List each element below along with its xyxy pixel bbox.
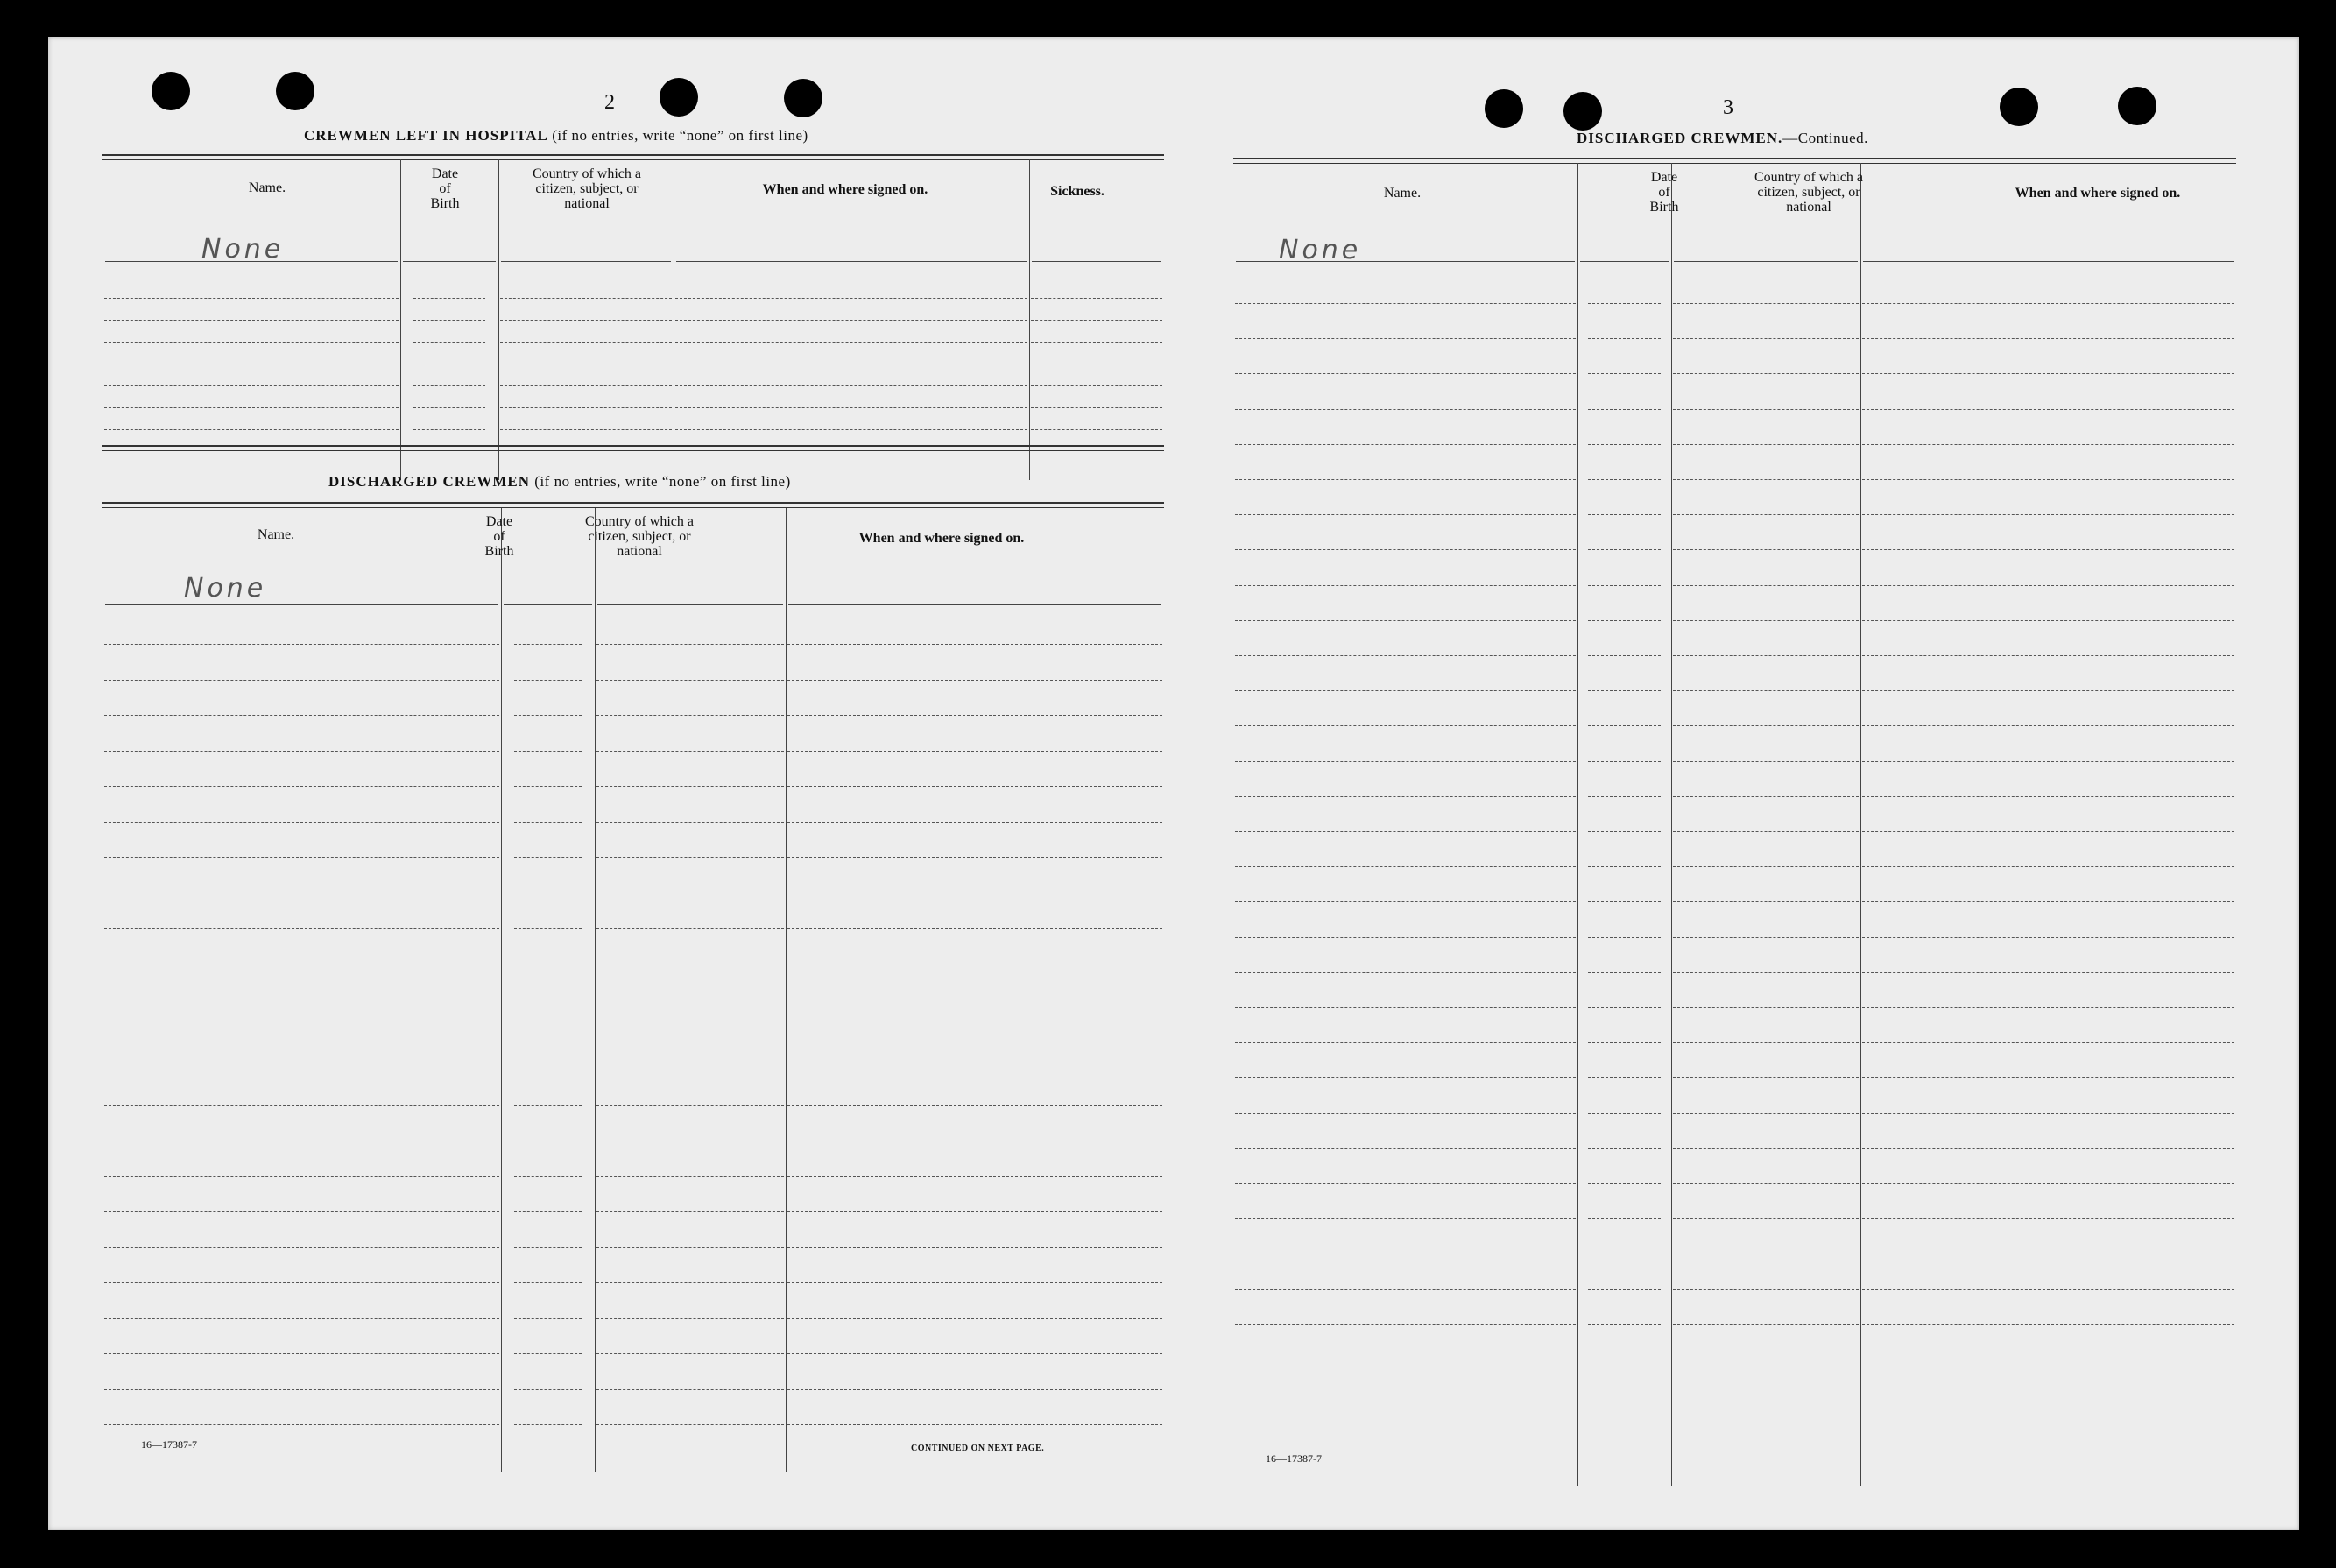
entry-line[interactable] bbox=[1235, 514, 1576, 515]
entry-line[interactable] bbox=[514, 928, 582, 929]
dob-line: of bbox=[493, 529, 505, 544]
entry-line[interactable] bbox=[1862, 373, 2234, 374]
entry-line[interactable] bbox=[1862, 1077, 2234, 1078]
entry-line[interactable] bbox=[1031, 342, 1162, 343]
entry-line[interactable] bbox=[1673, 1183, 1859, 1184]
entry-line[interactable] bbox=[1673, 1042, 1859, 1043]
entry-line[interactable] bbox=[596, 644, 784, 645]
entry-line[interactable] bbox=[596, 1282, 784, 1283]
discharged-title-note: (if no entries, write “none” on first line) bbox=[534, 473, 791, 490]
entry-line[interactable] bbox=[1862, 585, 2234, 586]
entry-line[interactable] bbox=[514, 1318, 582, 1319]
entry-line[interactable] bbox=[1673, 444, 1859, 445]
entry-line[interactable] bbox=[596, 857, 784, 858]
dob-line: Date bbox=[431, 166, 459, 181]
entry-line[interactable] bbox=[1862, 655, 2234, 656]
entry-line[interactable] bbox=[413, 385, 485, 386]
entry-line[interactable] bbox=[1588, 937, 1661, 938]
entry-line[interactable] bbox=[1862, 444, 2234, 445]
entry-line[interactable] bbox=[787, 786, 1162, 787]
entry-line[interactable] bbox=[787, 928, 1162, 929]
entry-line[interactable] bbox=[1673, 549, 1859, 550]
entry-line[interactable] bbox=[1673, 585, 1859, 586]
entry-line[interactable] bbox=[1862, 725, 2234, 726]
entry-line[interactable] bbox=[787, 1176, 1162, 1177]
entry-line[interactable] bbox=[596, 786, 784, 787]
col-header-name: Name. bbox=[1383, 186, 1422, 201]
entry-line[interactable] bbox=[1235, 1007, 1576, 1008]
entry-line[interactable] bbox=[1588, 444, 1661, 445]
entry-line[interactable] bbox=[1235, 1218, 1576, 1219]
entry-line[interactable] bbox=[104, 928, 499, 929]
entry-line[interactable] bbox=[104, 407, 399, 408]
column-divider bbox=[400, 159, 401, 480]
col-header-country bbox=[495, 166, 679, 211]
entry-line[interactable] bbox=[787, 1353, 1162, 1354]
entry-line[interactable] bbox=[596, 1211, 784, 1212]
entry-line[interactable] bbox=[413, 342, 485, 343]
entry-line[interactable] bbox=[104, 680, 499, 681]
entry-line[interactable] bbox=[1235, 620, 1576, 621]
entry-line[interactable] bbox=[104, 1105, 499, 1106]
entry-line[interactable] bbox=[1235, 725, 1576, 726]
entry-line[interactable] bbox=[1235, 1113, 1576, 1114]
dob-line: Birth bbox=[484, 544, 514, 559]
entry-line[interactable] bbox=[1031, 385, 1162, 386]
entry-line[interactable] bbox=[1588, 761, 1661, 762]
discharged-title-text: DISCHARGED CREWMEN bbox=[328, 473, 531, 490]
entry-line[interactable] bbox=[596, 1353, 784, 1354]
entry-line[interactable] bbox=[1235, 901, 1576, 902]
table-top-rule bbox=[102, 502, 1164, 508]
entry-line[interactable] bbox=[1673, 690, 1859, 691]
entry-line[interactable] bbox=[500, 342, 672, 343]
entry-line[interactable] bbox=[1588, 866, 1661, 867]
entry-line[interactable] bbox=[787, 1389, 1162, 1390]
entry-line[interactable] bbox=[787, 1247, 1162, 1248]
column-divider bbox=[786, 508, 787, 1472]
dob-line: of bbox=[439, 181, 451, 196]
header-rule bbox=[501, 261, 671, 262]
hospital-title-text: CREWMEN LEFT IN HOSPITAL bbox=[304, 127, 547, 144]
country-line: Country of which a bbox=[1754, 170, 1863, 185]
entry-line[interactable] bbox=[1235, 444, 1576, 445]
manifest-paper bbox=[48, 37, 2299, 1530]
entry-line[interactable] bbox=[1235, 303, 1576, 304]
entry-line[interactable] bbox=[1235, 1324, 1576, 1325]
entry-line[interactable] bbox=[596, 680, 784, 681]
discharged-table bbox=[102, 508, 1164, 1472]
hospital-section-title bbox=[304, 127, 808, 145]
entry-line[interactable] bbox=[787, 857, 1162, 858]
header-rule bbox=[1674, 261, 1858, 262]
entry-line[interactable] bbox=[514, 680, 582, 681]
entry-line[interactable] bbox=[500, 429, 672, 430]
continued-note: CONTINUED ON NEXT PAGE. bbox=[911, 1444, 1045, 1453]
entry-line[interactable] bbox=[1235, 831, 1576, 832]
header-rule bbox=[1580, 261, 1669, 262]
dob-line: Date bbox=[1650, 170, 1678, 185]
column-divider bbox=[1577, 163, 1578, 1486]
entry-line[interactable] bbox=[514, 1424, 582, 1425]
entry-line[interactable] bbox=[104, 822, 499, 823]
discharged-entry-name: None bbox=[184, 573, 267, 604]
entry-line[interactable] bbox=[1235, 373, 1576, 374]
entry-line[interactable] bbox=[104, 1353, 499, 1354]
header-rule bbox=[788, 604, 1161, 605]
entry-line[interactable] bbox=[1862, 1007, 2234, 1008]
entry-line[interactable] bbox=[1588, 338, 1661, 339]
entry-line[interactable] bbox=[1235, 972, 1576, 973]
col-header-name: Name. bbox=[248, 180, 286, 195]
entry-line[interactable] bbox=[413, 320, 485, 321]
entry-line[interactable] bbox=[104, 1318, 499, 1319]
col-header-dob bbox=[1629, 170, 1699, 215]
entry-line[interactable] bbox=[787, 644, 1162, 645]
entry-line[interactable] bbox=[1673, 937, 1859, 938]
entry-line[interactable] bbox=[1235, 338, 1576, 339]
entry-line[interactable] bbox=[413, 298, 485, 299]
entry-line[interactable] bbox=[1862, 1042, 2234, 1043]
entry-line[interactable] bbox=[1588, 620, 1661, 621]
entry-line[interactable] bbox=[787, 822, 1162, 823]
entry-line[interactable] bbox=[514, 822, 582, 823]
entry-line[interactable] bbox=[1235, 585, 1576, 586]
entry-line[interactable] bbox=[1588, 1148, 1661, 1149]
entry-line[interactable] bbox=[1588, 655, 1661, 656]
col-header-country bbox=[1717, 170, 1901, 215]
right-page bbox=[1178, 37, 2299, 1530]
entry-line[interactable] bbox=[1673, 1007, 1859, 1008]
entry-line[interactable] bbox=[104, 644, 499, 645]
entry-line[interactable] bbox=[1235, 1148, 1576, 1149]
entry-line[interactable] bbox=[104, 1389, 499, 1390]
entry-line[interactable] bbox=[1673, 303, 1859, 304]
entry-line[interactable] bbox=[787, 680, 1162, 681]
header-rule bbox=[105, 604, 498, 605]
entry-line[interactable] bbox=[1673, 796, 1859, 797]
entry-line[interactable] bbox=[1862, 901, 2234, 902]
country-line: national bbox=[617, 544, 662, 559]
entry-line[interactable] bbox=[596, 751, 784, 752]
entry-line[interactable] bbox=[1673, 831, 1859, 832]
entry-line[interactable] bbox=[1673, 514, 1859, 515]
continued-entry-name: None bbox=[1279, 235, 1362, 265]
entry-line[interactable] bbox=[104, 786, 499, 787]
entry-line[interactable] bbox=[596, 822, 784, 823]
continued-title-text: DISCHARGED CREWMEN. bbox=[1577, 130, 1783, 146]
entry-line[interactable] bbox=[1235, 690, 1576, 691]
entry-line[interactable] bbox=[675, 385, 1027, 386]
entry-line[interactable] bbox=[1862, 303, 2234, 304]
entry-line[interactable] bbox=[1588, 831, 1661, 832]
entry-line[interactable] bbox=[1673, 479, 1859, 480]
entry-line[interactable] bbox=[514, 1176, 582, 1177]
entry-line[interactable] bbox=[104, 320, 399, 321]
entry-line[interactable] bbox=[1235, 866, 1576, 867]
country-line: national bbox=[1786, 200, 1831, 215]
entry-line[interactable] bbox=[596, 715, 784, 716]
entry-line[interactable] bbox=[104, 1282, 499, 1283]
entry-line[interactable] bbox=[596, 1247, 784, 1248]
entry-line[interactable] bbox=[1235, 409, 1576, 410]
entry-line[interactable] bbox=[104, 342, 399, 343]
entry-line[interactable] bbox=[1862, 1113, 2234, 1114]
header-rule bbox=[676, 261, 1027, 262]
entry-line[interactable] bbox=[1673, 1289, 1859, 1290]
header-rule bbox=[597, 604, 783, 605]
entry-line[interactable] bbox=[413, 429, 485, 430]
entry-line[interactable] bbox=[1862, 1289, 2234, 1290]
entry-line[interactable] bbox=[787, 1105, 1162, 1106]
entry-line[interactable] bbox=[1588, 725, 1661, 726]
header-rule bbox=[1863, 261, 2234, 262]
entry-line[interactable] bbox=[596, 928, 784, 929]
hospital-title-note: (if no entries, write “none” on first line) bbox=[552, 127, 808, 144]
entry-line[interactable] bbox=[1673, 1148, 1859, 1149]
punch-hole bbox=[276, 72, 314, 110]
continued-section-title bbox=[1577, 130, 1868, 147]
entry-line[interactable] bbox=[1588, 1218, 1661, 1219]
entry-line[interactable] bbox=[1588, 1077, 1661, 1078]
entry-line[interactable] bbox=[1235, 479, 1576, 480]
entry-line[interactable] bbox=[1862, 1218, 2234, 1219]
entry-line[interactable] bbox=[1862, 761, 2234, 762]
header-rule bbox=[403, 261, 496, 262]
column-divider bbox=[1860, 163, 1861, 1486]
continued-title-suffix: —Continued. bbox=[1782, 130, 1868, 146]
entry-line[interactable] bbox=[1235, 796, 1576, 797]
entry-line[interactable] bbox=[1862, 1183, 2234, 1184]
entry-line[interactable] bbox=[104, 715, 499, 716]
entry-line[interactable] bbox=[596, 1318, 784, 1319]
country-line: Country of which a bbox=[585, 514, 694, 529]
entry-line[interactable] bbox=[1588, 1113, 1661, 1114]
col-header-name: Name. bbox=[257, 527, 295, 542]
entry-line[interactable] bbox=[1673, 866, 1859, 867]
entry-line[interactable] bbox=[104, 1176, 499, 1177]
entry-line[interactable] bbox=[500, 298, 672, 299]
table-bottom-rule bbox=[102, 445, 1164, 451]
entry-line[interactable] bbox=[1673, 1077, 1859, 1078]
entry-line[interactable] bbox=[787, 1318, 1162, 1319]
entry-line[interactable] bbox=[596, 1424, 784, 1425]
entry-line[interactable] bbox=[514, 1389, 582, 1390]
discharged-section-title bbox=[328, 473, 791, 491]
entry-line[interactable] bbox=[1031, 298, 1162, 299]
entry-line[interactable] bbox=[1673, 761, 1859, 762]
entry-line[interactable] bbox=[514, 1247, 582, 1248]
entry-line[interactable] bbox=[1673, 972, 1859, 973]
entry-line[interactable] bbox=[514, 644, 582, 645]
entry-line[interactable] bbox=[104, 298, 399, 299]
country-line: citizen, subject, or bbox=[1757, 185, 1860, 200]
entry-line[interactable] bbox=[1862, 866, 2234, 867]
dob-line: Date bbox=[485, 514, 513, 529]
entry-line[interactable] bbox=[514, 1353, 582, 1354]
entry-line[interactable] bbox=[1588, 514, 1661, 515]
entry-line[interactable] bbox=[1235, 937, 1576, 938]
entry-line[interactable] bbox=[1588, 303, 1661, 304]
entry-line[interactable] bbox=[1588, 585, 1661, 586]
dob-line: Birth bbox=[1649, 200, 1679, 215]
entry-line[interactable] bbox=[1235, 1042, 1576, 1043]
header-rule bbox=[1032, 261, 1161, 262]
entry-line[interactable] bbox=[1673, 373, 1859, 374]
entry-line[interactable] bbox=[1862, 1324, 2234, 1325]
entry-line[interactable] bbox=[1588, 1042, 1661, 1043]
entry-line[interactable] bbox=[675, 342, 1027, 343]
col-header-sickness: Sickness. bbox=[1050, 184, 1104, 199]
continued-table bbox=[1233, 163, 2236, 1486]
entry-line[interactable] bbox=[1673, 725, 1859, 726]
entry-line[interactable] bbox=[1588, 901, 1661, 902]
column-divider bbox=[1671, 163, 1672, 1486]
entry-line[interactable] bbox=[1862, 690, 2234, 691]
entry-line[interactable] bbox=[675, 320, 1027, 321]
entry-line[interactable] bbox=[1673, 901, 1859, 902]
entry-line[interactable] bbox=[1588, 409, 1661, 410]
entry-line[interactable] bbox=[1235, 1289, 1576, 1290]
col-header-signed: When and where signed on. bbox=[762, 182, 928, 197]
col-header-dob bbox=[464, 514, 534, 559]
punch-hole bbox=[152, 72, 190, 110]
entry-line[interactable] bbox=[514, 1211, 582, 1212]
entry-line[interactable] bbox=[1862, 479, 2234, 480]
punch-hole bbox=[1485, 89, 1523, 128]
entry-line[interactable] bbox=[500, 385, 672, 386]
entry-line[interactable] bbox=[1673, 1218, 1859, 1219]
punch-hole bbox=[660, 78, 698, 117]
entry-line[interactable] bbox=[675, 298, 1027, 299]
entry-line[interactable] bbox=[1862, 338, 2234, 339]
entry-line[interactable] bbox=[675, 407, 1027, 408]
country-line: citizen, subject, or bbox=[535, 181, 639, 196]
entry-line[interactable] bbox=[787, 1424, 1162, 1425]
entry-line[interactable] bbox=[514, 1105, 582, 1106]
punch-hole bbox=[2000, 88, 2038, 126]
entry-line[interactable] bbox=[104, 857, 499, 858]
print-code: 16—17387-7 bbox=[1266, 1452, 1322, 1465]
entry-line[interactable] bbox=[514, 715, 582, 716]
punch-hole bbox=[784, 79, 822, 117]
entry-line[interactable] bbox=[1862, 549, 2234, 550]
entry-line[interactable] bbox=[500, 407, 672, 408]
entry-line[interactable] bbox=[787, 751, 1162, 752]
entry-line[interactable] bbox=[1588, 972, 1661, 973]
entry-line[interactable] bbox=[1862, 1148, 2234, 1149]
entry-line[interactable] bbox=[787, 715, 1162, 716]
entry-line[interactable] bbox=[1862, 409, 2234, 410]
entry-line[interactable] bbox=[413, 407, 485, 408]
entry-line[interactable] bbox=[1862, 937, 2234, 938]
col-header-country bbox=[543, 514, 736, 559]
hospital-entry-name: None bbox=[201, 234, 285, 265]
entry-line[interactable] bbox=[1588, 373, 1661, 374]
entry-line[interactable] bbox=[1235, 549, 1576, 550]
entry-line[interactable] bbox=[104, 1211, 499, 1212]
entry-line[interactable] bbox=[514, 786, 582, 787]
entry-line[interactable] bbox=[104, 751, 499, 752]
entry-line[interactable] bbox=[1862, 796, 2234, 797]
entry-line[interactable] bbox=[787, 1211, 1162, 1212]
dob-line: Birth bbox=[430, 196, 460, 211]
entry-line[interactable] bbox=[1235, 1183, 1576, 1184]
entry-line[interactable] bbox=[1588, 1324, 1661, 1325]
entry-line[interactable] bbox=[500, 320, 672, 321]
column-divider bbox=[595, 508, 596, 1472]
entry-line[interactable] bbox=[104, 1247, 499, 1248]
entry-line[interactable] bbox=[1588, 796, 1661, 797]
entry-line[interactable] bbox=[104, 1424, 499, 1425]
col-header-dob bbox=[410, 166, 480, 211]
entry-line[interactable] bbox=[1588, 549, 1661, 550]
entry-line[interactable] bbox=[1673, 409, 1859, 410]
entry-line[interactable] bbox=[1588, 1183, 1661, 1184]
entry-line[interactable] bbox=[1235, 1077, 1576, 1078]
entry-line[interactable] bbox=[1673, 1324, 1859, 1325]
entry-line[interactable] bbox=[675, 429, 1027, 430]
col-header-signed: When and where signed on. bbox=[2015, 186, 2181, 201]
entry-line[interactable] bbox=[1673, 338, 1859, 339]
entry-line[interactable] bbox=[1862, 831, 2234, 832]
entry-line[interactable] bbox=[1588, 690, 1661, 691]
entry-line[interactable] bbox=[104, 429, 399, 430]
entry-line[interactable] bbox=[1235, 655, 1576, 656]
entry-line[interactable] bbox=[1862, 972, 2234, 973]
punch-hole bbox=[1563, 92, 1602, 131]
page-number: 2 bbox=[604, 91, 615, 114]
entry-line[interactable] bbox=[596, 1389, 784, 1390]
entry-line[interactable] bbox=[1673, 1113, 1859, 1114]
dob-line: of bbox=[1658, 185, 1670, 200]
entry-line[interactable] bbox=[787, 1282, 1162, 1283]
entry-line[interactable] bbox=[596, 1105, 784, 1106]
entry-line[interactable] bbox=[1031, 429, 1162, 430]
entry-line[interactable] bbox=[1031, 320, 1162, 321]
entry-line[interactable] bbox=[1588, 479, 1661, 480]
entry-line[interactable] bbox=[514, 751, 582, 752]
country-line: national bbox=[564, 196, 610, 211]
entry-line[interactable] bbox=[1588, 1289, 1661, 1290]
entry-line[interactable] bbox=[514, 1282, 582, 1283]
entry-line[interactable] bbox=[1673, 655, 1859, 656]
print-code: 16—17387-7 bbox=[141, 1438, 197, 1451]
country-line: citizen, subject, or bbox=[588, 529, 691, 544]
entry-line[interactable] bbox=[1862, 514, 2234, 515]
col-header-signed: When and where signed on. bbox=[858, 531, 1025, 546]
entry-line[interactable] bbox=[1588, 1007, 1661, 1008]
header-rule bbox=[504, 604, 592, 605]
punch-hole bbox=[2118, 87, 2156, 125]
entry-line[interactable] bbox=[596, 1176, 784, 1177]
entry-line[interactable] bbox=[514, 857, 582, 858]
entry-line[interactable] bbox=[1673, 620, 1859, 621]
country-line: Country of which a bbox=[533, 166, 641, 181]
page-number: 3 bbox=[1723, 96, 1733, 119]
entry-line[interactable] bbox=[104, 385, 399, 386]
left-page bbox=[48, 37, 1178, 1530]
entry-line[interactable] bbox=[1235, 761, 1576, 762]
column-divider bbox=[1029, 159, 1030, 480]
entry-line[interactable] bbox=[1031, 407, 1162, 408]
column-divider bbox=[501, 508, 502, 1472]
entry-line[interactable] bbox=[1862, 620, 2234, 621]
